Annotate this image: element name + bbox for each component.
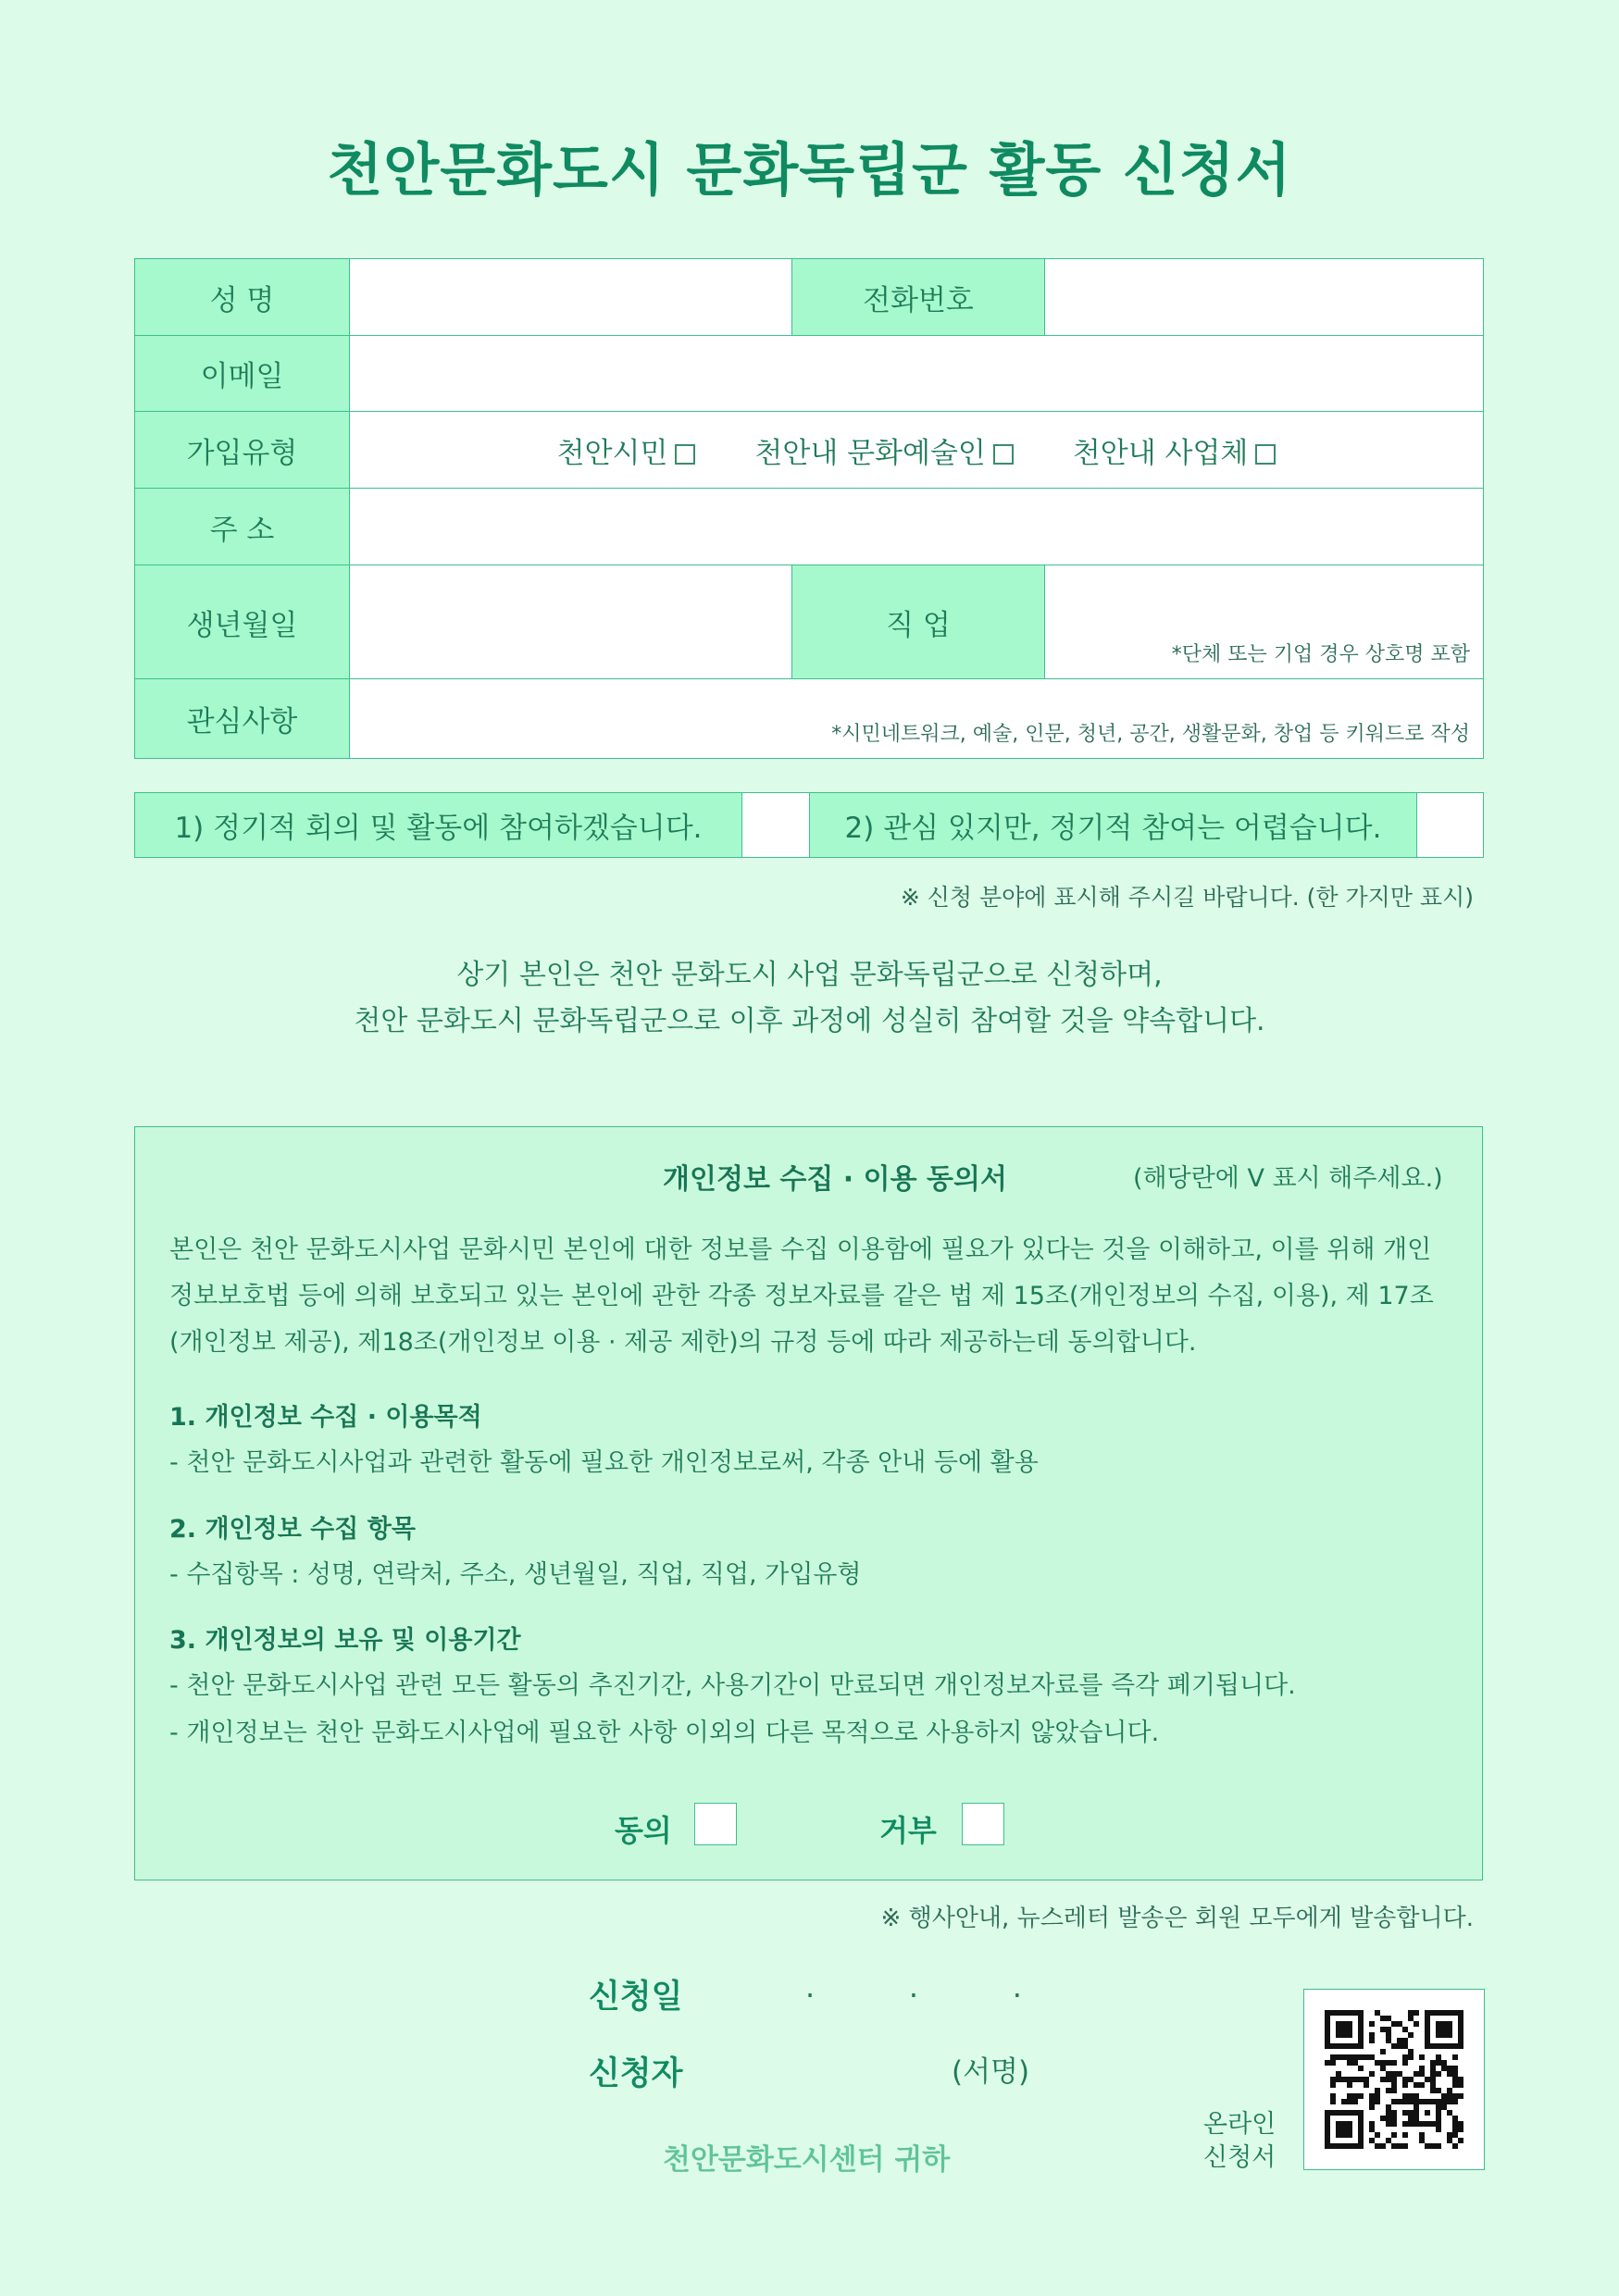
- qr-module: [1336, 2121, 1352, 2138]
- qr-module: [1430, 2077, 1436, 2082]
- qr-module: [1386, 2088, 1391, 2093]
- online-label-line: 신청서: [1203, 2143, 1277, 2172]
- qr-module: [1397, 2071, 1402, 2077]
- qr-module: [1458, 2121, 1463, 2127]
- qr-module: [1402, 2093, 1408, 2099]
- agree-checkbox[interactable]: [694, 1803, 737, 1845]
- job-label: 직 업: [791, 565, 1045, 679]
- qr-module: [1369, 2099, 1375, 2104]
- checkbox-icon[interactable]: [993, 444, 1014, 465]
- qr-module: [1419, 2054, 1425, 2060]
- participation-note: ※ 신청 분야에 표시해 주시길 바랍니다. (한 가지만 표시): [900, 884, 1474, 911]
- qr-module: [1397, 2099, 1402, 2104]
- qr-module: [1386, 2121, 1391, 2127]
- qr-module: [1336, 2077, 1341, 2082]
- agree-label: 동의: [615, 1813, 672, 1848]
- qr-module: [1325, 2060, 1330, 2066]
- checkbox-icon[interactable]: [1255, 444, 1276, 465]
- qr-module: [1347, 2093, 1352, 2099]
- qr-module: [1458, 2093, 1463, 2099]
- qr-module: [1369, 2038, 1375, 2043]
- birth-label: 생년월일: [134, 565, 350, 679]
- qr-module: [1402, 2121, 1408, 2127]
- qr-module: [1386, 2038, 1391, 2043]
- qr-module: [1436, 2143, 1441, 2149]
- consent-title: 개인정보 수집 · 이용 동의서: [663, 1163, 1007, 1196]
- qr-module: [1375, 2143, 1380, 2149]
- qr-module: [1375, 2010, 1380, 2016]
- qr-module: [1391, 2132, 1397, 2138]
- qr-module: [1391, 2021, 1397, 2027]
- qr-module: [1347, 2082, 1352, 2088]
- qr-module: [1347, 2060, 1352, 2066]
- consent-section-2: [169, 1508, 861, 1590]
- qr-module: [1386, 2110, 1391, 2116]
- qr-module: [1408, 2121, 1414, 2127]
- section-line: - 천안 문화도시사업 관련 모든 활동의 추진기간, 사용기간이 만료되면 개인정보자료를 즉각 폐기됩니다.: [169, 1671, 1296, 1700]
- consent-hint: (해당란에 V 표시 해주세요.): [1133, 1164, 1443, 1193]
- qr-module: [1380, 2066, 1386, 2071]
- qr-module: [1380, 2077, 1386, 2082]
- qr-module: [1414, 2010, 1419, 2016]
- qr-module: [1397, 2021, 1402, 2027]
- section-line: - 개인정보는 천안 문화도시사업에 필요한 사항 이외의 다른 목적으로 사용하지 않았습니다.: [169, 1719, 1160, 1747]
- qr-module: [1391, 2082, 1397, 2088]
- qr-module: [1369, 2054, 1375, 2060]
- qr-module: [1347, 2054, 1352, 2060]
- qr-module: [1436, 2127, 1441, 2132]
- qr-module: [1436, 2071, 1441, 2077]
- qr-module: [1402, 2110, 1408, 2116]
- qr-module: [1352, 2093, 1358, 2099]
- section-line: - 천안 문화도시사업과 관련한 활동에 필요한 개인정보로써, 각종 안내 등에 활용: [169, 1448, 1039, 1477]
- qr-module: [1447, 2110, 1452, 2116]
- qr-module: [1386, 2032, 1391, 2038]
- applicant-label: 신청자: [589, 2055, 683, 2092]
- qr-module: [1386, 2116, 1391, 2121]
- participation-option-1-checkbox[interactable]: [741, 792, 810, 858]
- qr-module: [1364, 2082, 1369, 2088]
- phone-label: 전화번호: [791, 258, 1045, 336]
- qr-module: [1391, 2043, 1397, 2049]
- qr-module: [1391, 2116, 1397, 2121]
- qr-module: [1441, 2104, 1447, 2110]
- membership-type-options: [349, 411, 1484, 489]
- qr-module: [1402, 2027, 1408, 2032]
- qr-module: [1408, 2010, 1414, 2016]
- type-option-citizen[interactable]: [557, 429, 696, 471]
- qr-module: [1330, 2077, 1336, 2082]
- qr-module: [1408, 2110, 1414, 2116]
- qr-module: [1430, 2066, 1436, 2071]
- qr-module: [1330, 2054, 1336, 2060]
- qr-module: [1408, 2054, 1414, 2060]
- qr-module: [1391, 2088, 1397, 2093]
- qr-module: [1341, 2077, 1347, 2082]
- privacy-consent-box: [134, 1126, 1483, 1880]
- qr-module: [1386, 2077, 1391, 2082]
- consent-intro-line: (개인정보 제공), 제18조(개인정보 이용 · 제공 제한)의 규정 등에 따라 제공하는데 동의합니다.: [169, 1328, 1197, 1357]
- qr-module: [1425, 2110, 1430, 2116]
- qr-module: [1447, 2088, 1452, 2093]
- qr-module: [1441, 2060, 1447, 2066]
- qr-module: [1336, 2071, 1341, 2077]
- qr-module: [1358, 2077, 1364, 2082]
- qr-module: [1397, 2043, 1402, 2049]
- consent-intro-line: 본인은 천안 문화도시사업 문화시민 본인에 대한 정보를 수집 이용함에 필요가 있다는 것을 이해하고, 이를 위해 개인: [169, 1235, 1432, 1264]
- qr-module: [1441, 2093, 1447, 2099]
- qr-code[interactable]: [1303, 1989, 1485, 2170]
- qr-module: [1369, 2127, 1375, 2132]
- qr-module: [1375, 2099, 1380, 2104]
- qr-module: [1330, 2082, 1336, 2088]
- qr-module: [1386, 2138, 1391, 2143]
- qr-module: [1391, 2099, 1397, 2104]
- qr-module: [1391, 2071, 1397, 2077]
- qr-module: [1452, 2071, 1458, 2077]
- checkbox-icon[interactable]: [675, 444, 695, 465]
- qr-module: [1452, 2143, 1458, 2149]
- date-label: 신청일: [589, 1979, 683, 2016]
- participation-option-2-label: 2) 관심 있지만, 정기적 참여는 어렵습니다.: [809, 792, 1417, 858]
- qr-module: [1358, 2066, 1364, 2071]
- qr-module: [1402, 2077, 1408, 2082]
- qr-module: [1402, 2143, 1408, 2149]
- type-option-label: 천안내 사업체: [1072, 436, 1249, 470]
- qr-module: [1402, 2060, 1408, 2066]
- qr-module: [1430, 2071, 1436, 2077]
- qr-module: [1419, 2132, 1425, 2138]
- qr-module: [1402, 2132, 1408, 2138]
- qr-module: [1375, 2132, 1380, 2138]
- qr-module: [1341, 2099, 1347, 2104]
- qr-module: [1386, 2060, 1391, 2066]
- qr-module: [1408, 2032, 1414, 2038]
- qr-module: [1380, 2143, 1386, 2149]
- qr-module: [1408, 2099, 1414, 2104]
- qr-module: [1375, 2093, 1380, 2099]
- qr-module: [1447, 2071, 1452, 2077]
- page-title: 천안문화도시 문화독립군 활동 신청서: [327, 136, 1292, 204]
- qr-module: [1441, 2066, 1447, 2071]
- qr-module: [1408, 2116, 1414, 2121]
- name-label: 성 명: [134, 258, 350, 336]
- section-heading: 3. 개인정보의 보유 및 이용기간: [169, 1626, 521, 1655]
- qr-module: [1452, 2054, 1458, 2060]
- qr-module: [1436, 2021, 1452, 2038]
- qr-module: [1447, 2066, 1452, 2071]
- qr-module: [1347, 2099, 1352, 2104]
- qr-module: [1452, 2066, 1458, 2071]
- name-field[interactable]: [349, 258, 792, 336]
- qr-module: [1408, 2049, 1414, 2054]
- qr-module: [1391, 2143, 1397, 2149]
- qr-module: [1447, 2093, 1452, 2099]
- qr-module: [1436, 2060, 1441, 2066]
- qr-module: [1369, 2071, 1375, 2077]
- qr-module: [1419, 2138, 1425, 2143]
- participation-option-2-checkbox[interactable]: [1416, 792, 1484, 858]
- interest-note: *시민네트워크, 예술, 인문, 청년, 공간, 생활문화, 창업 등 키워드로 작성: [831, 723, 1470, 746]
- qr-module: [1330, 2099, 1336, 2104]
- qr-module: [1408, 2077, 1414, 2082]
- qr-module: [1458, 2077, 1463, 2082]
- qr-module: [1414, 2071, 1419, 2077]
- qr-module: [1341, 2054, 1347, 2060]
- qr-module: [1380, 2116, 1386, 2121]
- qr-module: [1452, 2093, 1458, 2099]
- job-note: *단체 또는 기업 경우 상호명 포함: [1171, 643, 1470, 666]
- qr-module: [1447, 2099, 1452, 2104]
- qr-module: [1369, 2121, 1375, 2127]
- qr-module: [1369, 2032, 1375, 2038]
- newsletter-note: ※ 행사안내, 뉴스레터 발송은 회원 모두에게 발송합니다.: [880, 1905, 1474, 1932]
- qr-module: [1364, 2077, 1369, 2082]
- type-option-business[interactable]: [1073, 429, 1277, 471]
- qr-module: [1380, 2060, 1386, 2066]
- interest-label: 관심사항: [134, 678, 350, 759]
- qr-module: [1447, 2138, 1452, 2143]
- qr-module: [1358, 2054, 1364, 2060]
- phone-field[interactable]: [1044, 258, 1484, 336]
- participation-option-1-label: 1) 정기적 회의 및 활동에 참여하겠습니다.: [134, 792, 742, 858]
- interest-field[interactable]: [349, 678, 1484, 759]
- online-application-label: [1203, 2108, 1276, 2175]
- qr-module: [1402, 2082, 1408, 2088]
- job-field[interactable]: [1044, 565, 1484, 679]
- qr-module: [1452, 2121, 1458, 2127]
- qr-module: [1436, 2088, 1441, 2093]
- qr-module: [1358, 2093, 1364, 2099]
- qr-module: [1419, 2066, 1425, 2071]
- type-option-artist[interactable]: [754, 429, 1013, 471]
- refuse-checkbox[interactable]: [962, 1803, 1004, 1845]
- qr-module: [1452, 2127, 1458, 2132]
- date-field[interactable]: . . .: [805, 1969, 1022, 2004]
- qr-module: [1386, 2016, 1391, 2021]
- qr-module: [1375, 2060, 1380, 2066]
- qr-module: [1430, 2082, 1436, 2088]
- qr-module: [1369, 2138, 1375, 2143]
- email-field[interactable]: [349, 335, 1484, 412]
- qr-module: [1414, 2082, 1419, 2088]
- qr-code-icon: [1325, 2010, 1463, 2149]
- qr-module: [1458, 2127, 1463, 2132]
- qr-module: [1352, 2060, 1358, 2066]
- qr-module: [1347, 2077, 1352, 2082]
- qr-module: [1391, 2110, 1397, 2116]
- qr-module: [1369, 2021, 1375, 2027]
- qr-module: [1452, 2099, 1458, 2104]
- section-heading: 1. 개인정보 수집 · 이용목적: [169, 1403, 482, 1432]
- qr-module: [1352, 2099, 1358, 2104]
- qr-module: [1380, 2027, 1386, 2032]
- qr-module: [1352, 2054, 1358, 2060]
- qr-module: [1419, 2082, 1425, 2088]
- qr-module: [1436, 2054, 1441, 2060]
- qr-module: [1447, 2132, 1452, 2138]
- qr-module: [1425, 2077, 1430, 2082]
- qr-module: [1402, 2054, 1408, 2060]
- qr-module: [1380, 2016, 1386, 2021]
- qr-module: [1408, 2016, 1414, 2021]
- qr-module: [1452, 2077, 1458, 2082]
- qr-module: [1391, 2077, 1397, 2082]
- birth-field[interactable]: [349, 565, 792, 679]
- qr-module: [1397, 2038, 1402, 2043]
- qr-module: [1369, 2093, 1375, 2099]
- pledge-line-1: 상기 본인은 천안 문화도시 사업 문화독립군으로 신청하며,: [456, 959, 1163, 991]
- qr-module: [1391, 2060, 1397, 2066]
- qr-module: [1369, 2104, 1375, 2110]
- type-label: 가입유형: [134, 411, 350, 489]
- qr-module: [1380, 2049, 1386, 2054]
- qr-module: [1458, 2138, 1463, 2143]
- qr-module: [1386, 2071, 1391, 2077]
- consent-section-1: [169, 1396, 1039, 1478]
- qr-module: [1397, 2143, 1402, 2149]
- qr-module: [1458, 2082, 1463, 2088]
- type-option-label: 천안시민: [556, 436, 668, 470]
- qr-module: [1441, 2099, 1447, 2104]
- qr-module: [1352, 2077, 1358, 2082]
- qr-module: [1430, 2143, 1436, 2149]
- qr-module: [1336, 2054, 1341, 2060]
- online-label-line: 온라인: [1203, 2110, 1277, 2139]
- qr-module: [1402, 2038, 1408, 2043]
- qr-module: [1386, 2027, 1391, 2032]
- qr-module: [1452, 2116, 1458, 2121]
- refuse-label: 거부: [879, 1813, 937, 1848]
- addressee: 천안문화도시센터 귀하: [663, 2143, 951, 2177]
- consent-section-3: [169, 1620, 1296, 1748]
- qr-module: [1419, 2071, 1425, 2077]
- address-field[interactable]: [349, 488, 1484, 565]
- qr-module: [1402, 2043, 1408, 2049]
- qr-module: [1364, 2054, 1369, 2060]
- address-label: 주 소: [134, 488, 350, 565]
- qr-module: [1330, 2093, 1336, 2099]
- qr-module: [1414, 2021, 1419, 2027]
- pledge-line-2: 천안 문화도시 문화독립군으로 이후 과정에 성실히 참여할 것을 약속합니다.: [354, 1005, 1265, 1037]
- qr-module: [1452, 2132, 1458, 2138]
- qr-module: [1375, 2088, 1380, 2093]
- consent-intro: [169, 1227, 1465, 1366]
- qr-module: [1430, 2088, 1436, 2093]
- qr-module: [1386, 2104, 1391, 2110]
- type-option-label: 천안내 문화예술인: [754, 436, 986, 470]
- qr-module: [1336, 2021, 1352, 2038]
- qr-module: [1452, 2082, 1458, 2088]
- section-line: - 수집항목 : 성명, 연락처, 주소, 생년월일, 직업, 직업, 가입유형: [169, 1560, 862, 1589]
- consent-intro-line: 정보보호법 등에 의해 보호되고 있는 본인에 관한 각종 정보자료를 같은 법 제 15조(개인정보의 수집, 이용), 제 17조: [169, 1282, 1434, 1310]
- email-label: 이메일: [134, 335, 350, 412]
- qr-module: [1408, 2093, 1414, 2099]
- qr-module: [1425, 2143, 1430, 2149]
- qr-module: [1330, 2060, 1336, 2066]
- qr-module: [1402, 2099, 1408, 2104]
- signature-hint[interactable]: (서명): [952, 2055, 1030, 2089]
- qr-module: [1391, 2121, 1397, 2127]
- qr-module: [1414, 2093, 1419, 2099]
- section-heading: 2. 개인정보 수집 항목: [169, 1515, 416, 1544]
- qr-module: [1430, 2060, 1436, 2066]
